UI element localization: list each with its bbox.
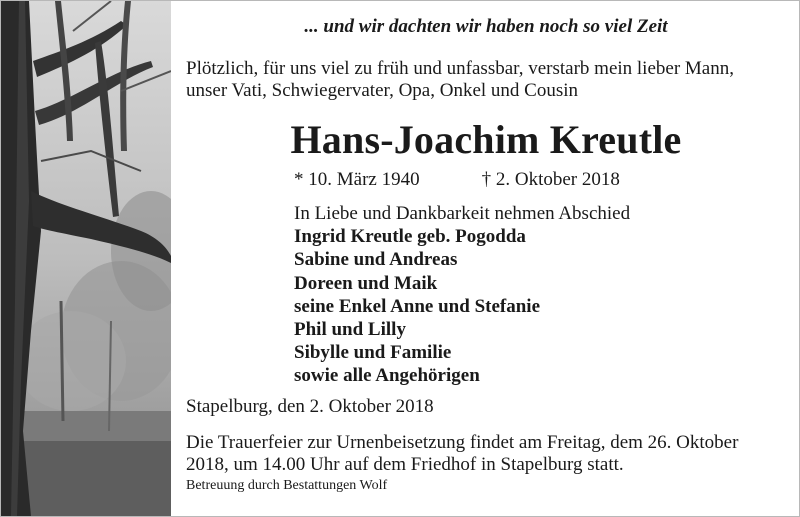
mourner-name: Sabine und Andreas: [294, 249, 458, 271]
intro-line: unser Vati, Schwiegervater, Opa, Onkel und Cousin: [186, 79, 579, 101]
funeral-line: Die Trauerfeier zur Urnenbeisetzung findet am Freitag, dem 26. Oktober: [186, 432, 739, 453]
mourner-name: Doreen und Maik: [294, 272, 438, 294]
mourner-name: sowie alle Angehörigen: [294, 365, 480, 387]
quote: ... und wir dachten wir haben noch so viel Zeit: [304, 16, 668, 37]
mourner-name: Ingrid Kreutle geb. Pogodda: [294, 226, 526, 248]
intro-text: [186, 58, 786, 101]
place-date: Stapelburg, den 2. Oktober 2018: [186, 396, 434, 417]
tree-photo: [1, 1, 171, 516]
mourner-name: Phil und Lilly: [294, 319, 406, 341]
undertaker-credit: Betreuung durch Bestattungen Wolf: [186, 478, 388, 493]
life-dates: [294, 169, 786, 191]
intro-line: Plötzlich, für uns viel zu früh und unfassbar, verstarb mein lieber Mann,: [186, 58, 734, 79]
mourner-name: seine Enkel Anne und Stefanie: [294, 295, 540, 317]
farewell-lead: In Liebe und Dankbarkeit nehmen Abschied: [294, 203, 631, 224]
funeral-line: 2018, um 14.00 Uhr auf dem Friedhof in Stapelburg statt.: [186, 453, 624, 475]
deceased-name: Hans-Joachim Kreutle: [290, 117, 682, 162]
funeral-info: [186, 432, 786, 475]
mourner-name: Sibylle und Familie: [294, 342, 452, 364]
birth-date: * 10. März 1940: [294, 169, 420, 190]
mourners-list: [294, 202, 786, 388]
death-date: † 2. Oktober 2018: [481, 169, 620, 190]
tree-image: [1, 1, 171, 516]
